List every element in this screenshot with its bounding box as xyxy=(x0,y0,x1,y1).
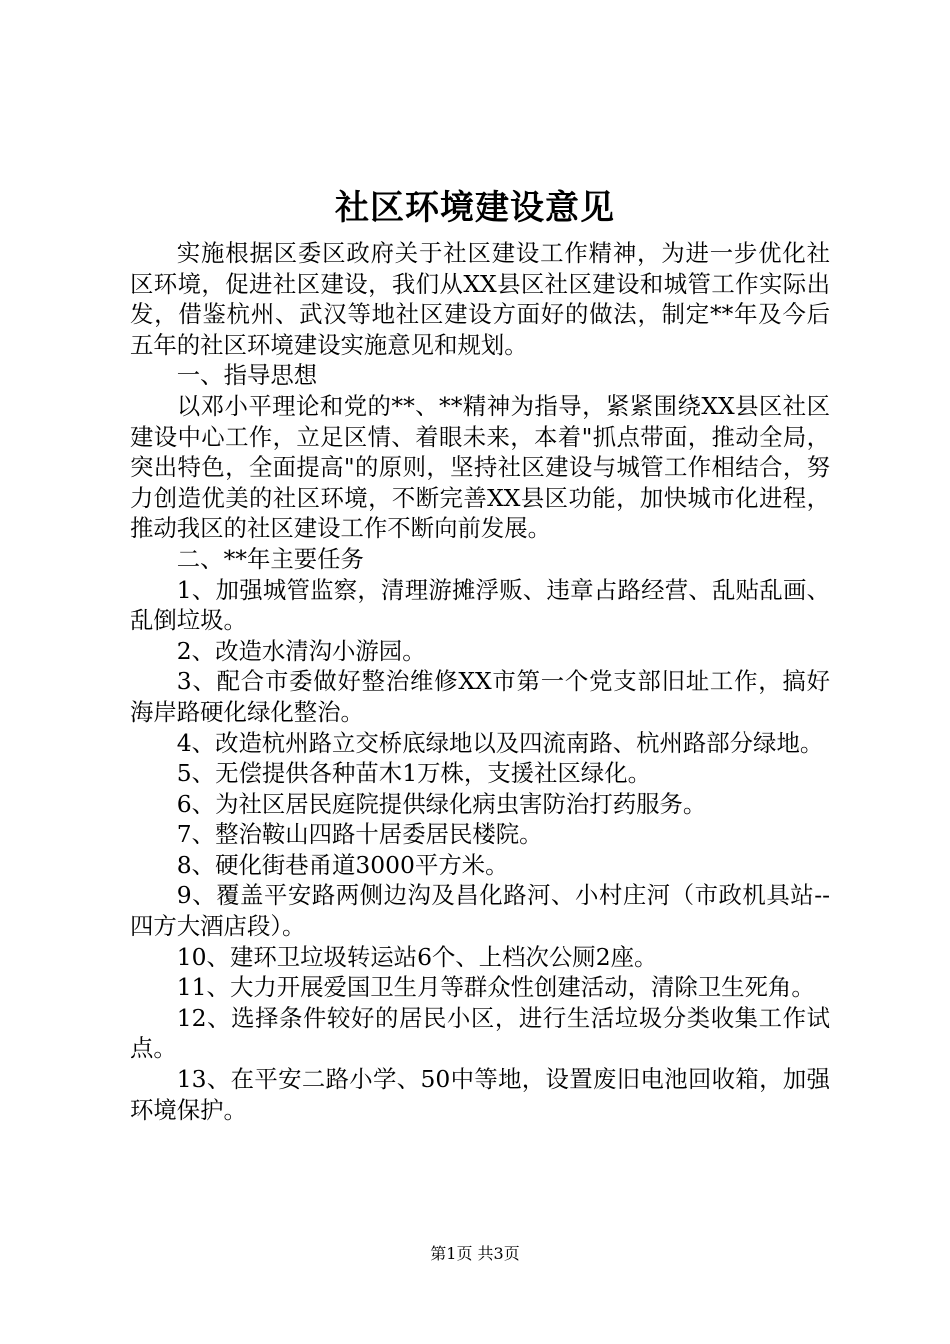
task-item-13: 13、在平安二路小学、50中等地，设置废旧电池回收箱，加强环境保护。 xyxy=(130,1065,830,1124)
task-item-4: 4、改造杭州路立交桥底绿地以及四流南路、杭州路部分绿地。 xyxy=(176,728,824,757)
task-item-6: 6、为社区居民庭院提供绿化病虫害防治打药服务。 xyxy=(176,789,707,818)
task-item-1: 1、加强城管监察，清理游摊浮贩、违章占路经营、乱贴乱画、乱倒垃圾。 xyxy=(130,575,830,635)
task-item-10: 10、建环卫垃圾转运站6个、上档次公厕2座。 xyxy=(176,942,658,971)
task-item-5: 5、无偿提供各种苗木1万株，支援社区绿化。 xyxy=(176,759,651,788)
task-item-3: 3、配合市委做好整治维修XX市第一个党支部旧址工作，搞好海岸路硬化绿化整治。 xyxy=(130,667,830,726)
paragraph-intro: 实施根据区委区政府关于社区建设工作精神，为进一步优化社区环境，促进社区建设，我们从XX县区社区建设和城管工作实际出发，借鉴杭州、武汉等地社区建设方面好的做法，制定**年及今后五年的社区环境建设实施意见和规划。 xyxy=(130,239,830,359)
paragraph-guiding-ideology: 以邓小平理论和党的**、**精神为指导，紧紧围绕XX县区社区建设中心工作，立足区情、着眼未来，本着"抓点带面，推动全局，突出特色，全面提高"的原则，坚持社区建设与城管工作相结合，努力创造优美的社区环境，不断完善XX县区功能，加快城市化进程，推动我区的社区建设工作不断向前发展。 xyxy=(130,391,830,543)
heading-main-tasks: 二、**年主要任务 xyxy=(176,544,364,573)
document-body xyxy=(130,238,830,1125)
task-item-7: 7、整治鞍山四路十居委居民楼院。 xyxy=(176,820,543,849)
task-item-2: 2、改造水清沟小游园。 xyxy=(176,636,426,665)
document-title: 社区环境建设意见 xyxy=(335,188,615,228)
task-item-9: 9、覆盖平安路两侧边沟及昌化路河、小村庄河（市政机具站--四方大酒店段）。 xyxy=(130,881,830,941)
task-item-11: 11、大力开展爱国卫生月等群众性创建活动，清除卫生死角。 xyxy=(176,973,815,1002)
task-item-8: 8、硬化街巷甬道3000平方米。 xyxy=(176,850,509,879)
task-item-12: 12、选择条件较好的居民小区，进行生活垃圾分类收集工作试点。 xyxy=(130,1003,830,1063)
page-footer: 第1页 共3页 xyxy=(430,1244,520,1263)
heading-guiding-ideology: 一、指导思想 xyxy=(176,361,318,390)
